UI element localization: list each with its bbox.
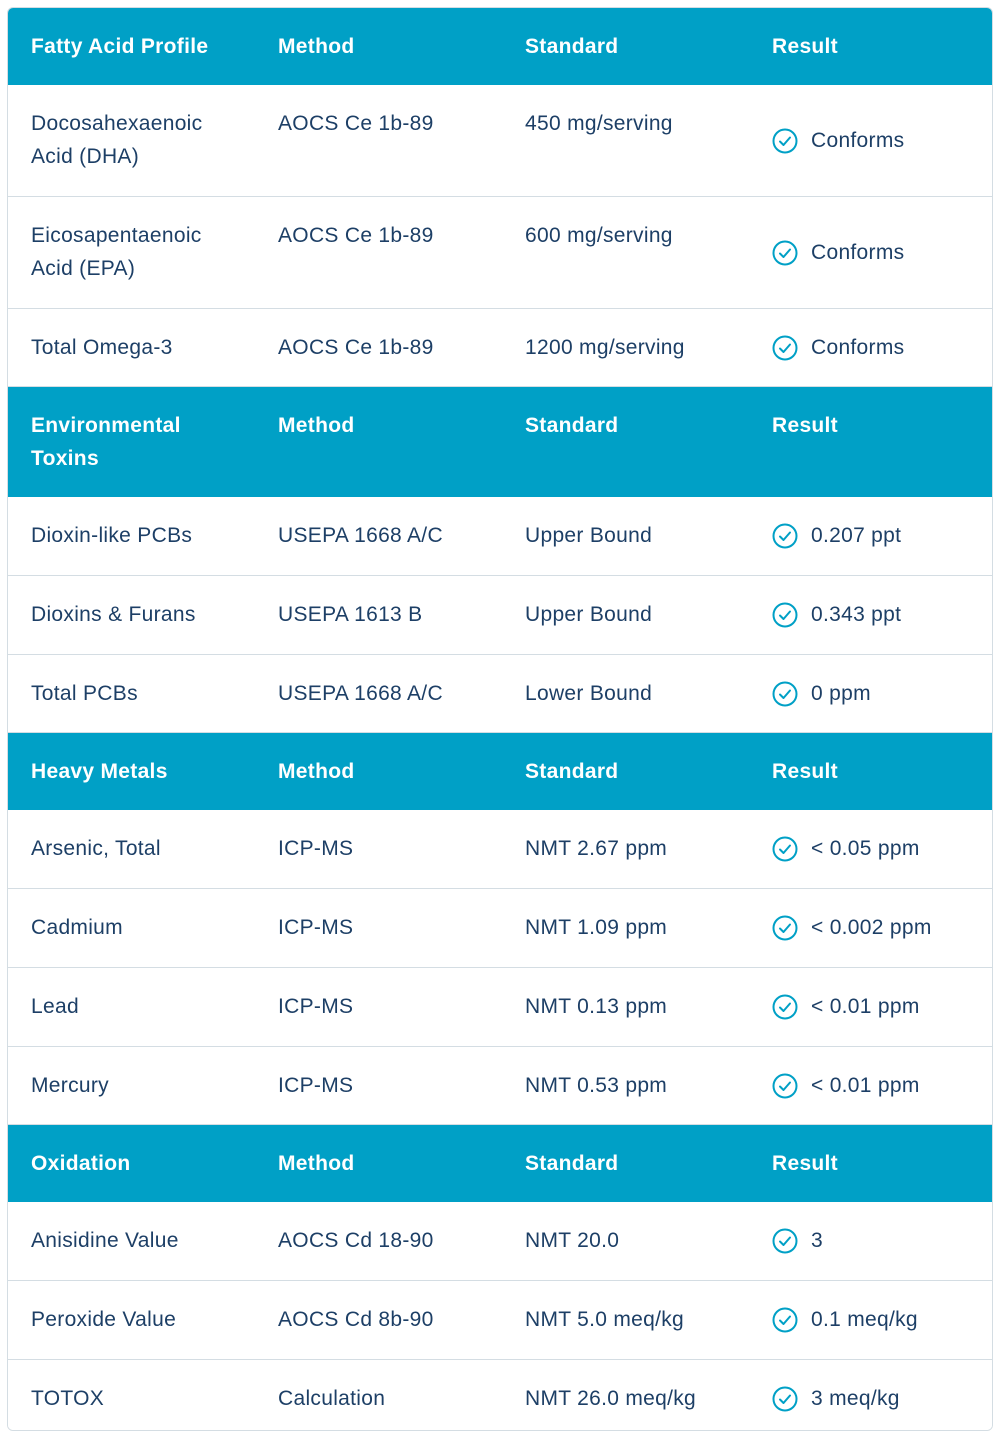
table-row: [8, 1360, 992, 1431]
row-name: Mercury: [31, 1074, 109, 1097]
row-name: Dioxins & Furans: [31, 603, 196, 626]
row-result: [749, 1303, 992, 1359]
row-standard: NMT 0.13 ppm: [525, 995, 668, 1018]
row-method: ICP-MS: [278, 1074, 354, 1097]
table-row: [8, 889, 992, 968]
row-result: [749, 1382, 992, 1431]
table-row: [8, 197, 992, 309]
result-value: < 0.01 ppm: [811, 995, 920, 1018]
table-row: [8, 309, 992, 387]
row-method: ICP-MS: [278, 995, 354, 1018]
row-method: AOCS Ce 1b-89: [278, 336, 434, 359]
check-circle-icon: [772, 523, 798, 549]
row-result: [749, 1069, 992, 1124]
row-standard: Upper Bound: [525, 603, 653, 626]
row-method: AOCS Ce 1b-89: [278, 112, 434, 135]
row-standard: Upper Bound: [525, 524, 653, 547]
check-circle-icon: [772, 128, 798, 154]
row-method: AOCS Cd 18-90: [278, 1229, 434, 1252]
row-name: Peroxide Value: [31, 1308, 177, 1331]
header-category: Heavy Metals: [31, 760, 168, 783]
result-value: Conforms: [811, 241, 905, 264]
result-value: < 0.002 ppm: [811, 916, 932, 939]
check-circle-icon: [772, 915, 798, 941]
row-standard: 600 mg/serving: [525, 224, 673, 247]
row-name: Anisidine Value: [31, 1229, 179, 1252]
result-value: 0 ppm: [811, 682, 871, 705]
row-method: Calculation: [278, 1387, 386, 1410]
header-standard: Standard: [525, 414, 619, 437]
section-header-environmental-toxins: [8, 387, 992, 497]
table-row: [8, 655, 992, 733]
header-standard: Standard: [525, 1152, 619, 1175]
header-method: Method: [278, 414, 355, 437]
table-row: [8, 1047, 992, 1125]
check-circle-icon: [772, 602, 798, 628]
header-category: Oxidation: [31, 1152, 131, 1175]
result-value: Conforms: [811, 336, 905, 359]
row-name: Total PCBs: [31, 682, 138, 705]
row-method: ICP-MS: [278, 837, 354, 860]
table-row: [8, 968, 992, 1047]
result-value: < 0.05 ppm: [811, 837, 920, 860]
row-name: Docosahexaenoic Acid (DHA): [31, 112, 203, 168]
check-circle-icon: [772, 335, 798, 361]
row-method: AOCS Cd 8b-90: [278, 1308, 434, 1331]
table-row: [8, 1281, 992, 1360]
header-category: Fatty Acid Profile: [31, 35, 209, 58]
check-circle-icon: [772, 1073, 798, 1099]
row-result: [749, 1224, 992, 1280]
row-standard: 1200 mg/serving: [525, 336, 685, 359]
row-result: [749, 832, 992, 888]
check-circle-icon: [772, 1307, 798, 1333]
table-row: [8, 1202, 992, 1281]
row-standard: Lower Bound: [525, 682, 653, 705]
row-method: USEPA 1668 A/C: [278, 524, 443, 547]
header-result: Result: [772, 414, 838, 437]
header-standard: Standard: [525, 35, 619, 58]
header-result: Result: [772, 760, 838, 783]
header-category: Environmental Toxins: [31, 414, 181, 470]
header-result: Result: [772, 35, 838, 58]
section-header-heavy-metals: [8, 733, 992, 810]
result-value: 3 meq/kg: [811, 1387, 900, 1410]
row-standard: NMT 2.67 ppm: [525, 837, 668, 860]
check-circle-icon: [772, 994, 798, 1020]
check-circle-icon: [772, 681, 798, 707]
row-name: Dioxin-like PCBs: [31, 524, 193, 547]
section-header-fatty-acid: [8, 8, 992, 85]
header-method: Method: [278, 760, 355, 783]
row-name: Lead: [31, 995, 79, 1018]
header-method: Method: [278, 1152, 355, 1175]
row-name: Cadmium: [31, 916, 123, 939]
section-header-oxidation: [8, 1125, 992, 1202]
table-row: [8, 810, 992, 889]
row-result: [749, 911, 992, 967]
row-standard: 450 mg/serving: [525, 112, 673, 135]
row-standard: NMT 5.0 meq/kg: [525, 1308, 685, 1331]
row-standard: NMT 20.0: [525, 1229, 620, 1252]
row-method: USEPA 1668 A/C: [278, 682, 443, 705]
header-standard: Standard: [525, 760, 619, 783]
row-method: USEPA 1613 B: [278, 603, 423, 626]
header-result: Result: [772, 1152, 838, 1175]
row-method: AOCS Ce 1b-89: [278, 224, 434, 247]
check-circle-icon: [772, 240, 798, 266]
table-row: [8, 497, 992, 576]
result-value: 0.343 ppt: [811, 603, 902, 626]
row-result: [749, 677, 992, 732]
row-name: TOTOX: [31, 1387, 105, 1410]
row-result: [749, 519, 992, 575]
row-standard: NMT 0.53 ppm: [525, 1074, 668, 1097]
header-method: Method: [278, 35, 355, 58]
row-standard: NMT 1.09 ppm: [525, 916, 668, 939]
row-result: [749, 990, 992, 1046]
check-circle-icon: [772, 836, 798, 862]
result-value: < 0.01 ppm: [811, 1074, 920, 1097]
row-method: ICP-MS: [278, 916, 354, 939]
table-row: [8, 85, 992, 197]
row-result: [749, 85, 992, 196]
row-result: [749, 197, 992, 308]
row-standard: NMT 26.0 meq/kg: [525, 1387, 697, 1410]
row-result: [749, 331, 992, 386]
row-name: Total Omega-3: [31, 336, 173, 359]
check-circle-icon: [772, 1386, 798, 1412]
row-result: [749, 598, 992, 654]
results-table: [7, 7, 993, 1431]
result-value: 0.207 ppt: [811, 524, 902, 547]
result-value: 0.1 meq/kg: [811, 1308, 918, 1331]
row-name: Arsenic, Total: [31, 837, 161, 860]
check-circle-icon: [772, 1228, 798, 1254]
result-value: 3: [811, 1229, 823, 1252]
row-name: Eicosapentaenoic Acid (EPA): [31, 224, 202, 280]
table-row: [8, 576, 992, 655]
result-value: Conforms: [811, 129, 905, 152]
